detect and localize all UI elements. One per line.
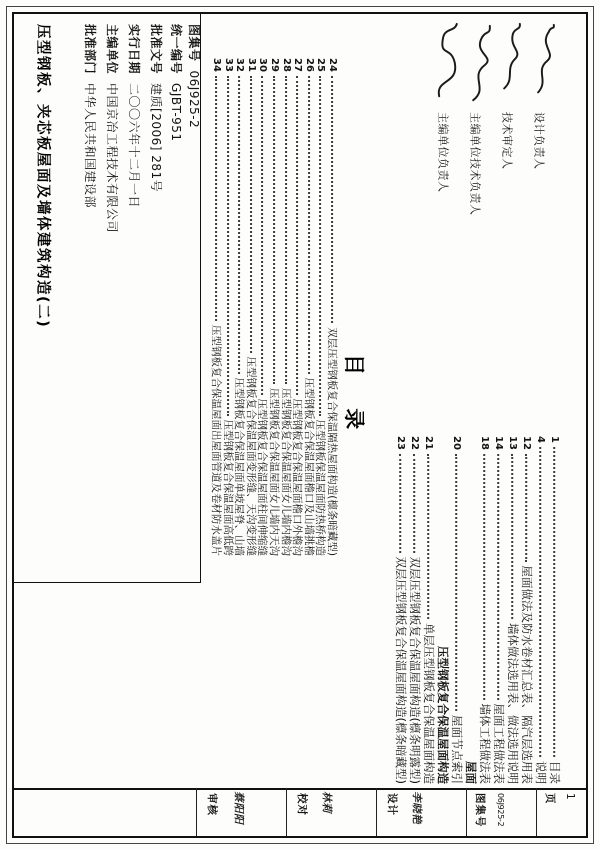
toc-line [450, 436, 463, 784]
toc-item-title: 压型钢板复合保温屋面变形缝、天沟变形缝 [244, 356, 257, 556]
titlebar-cell-divider [536, 788, 537, 836]
toc-dot-leader [526, 454, 528, 562]
toc-page-number: 23 [395, 436, 407, 450]
signature-scribble [433, 20, 463, 108]
toc-item-title: 压型钢板复合保温屋面女儿墙内檐沟 [279, 388, 292, 556]
toc-dot-leader [319, 76, 321, 416]
toc-dot-leader [456, 454, 458, 711]
toc-line [478, 436, 491, 784]
header-row-value: 06J925-2 [186, 70, 201, 129]
toc-line [506, 436, 519, 784]
toc-line [233, 58, 245, 556]
toc-line [314, 58, 326, 556]
header-row-2 [126, 24, 140, 208]
signature-scribble [497, 20, 527, 108]
toc-page-number: 13 [507, 436, 519, 450]
header-row-value: 中国京冶工程技术有限公司 [104, 83, 119, 234]
toc-item-title: 墙体做法选用表、做法选用说明 [506, 623, 521, 784]
toc-line [492, 436, 505, 784]
header-row-value: 中华人民共和国建设部 [82, 83, 97, 209]
signature-label-2: 技术审定人 [500, 112, 514, 170]
toc-dot-leader [285, 76, 287, 384]
toc-dot-leader [498, 454, 500, 700]
header-row-value: GJBT-951 [168, 83, 183, 142]
toc-line [326, 58, 338, 556]
toc-dot-leader [512, 454, 514, 619]
toc-dot-leader [554, 447, 556, 757]
titlebar-value-0: 蔡阳阳 [232, 790, 245, 827]
toc-line [534, 436, 547, 784]
toc-item-title: 双层压型钢板复合保温隔热屋面构造(檩条暗藏型) [326, 327, 339, 556]
toc-heading: 目 录 [342, 354, 367, 443]
toc-page-number: 34 [210, 58, 222, 72]
signature-label-3: 设计负责人 [532, 112, 546, 170]
header-row-label: 统一编号 [168, 24, 183, 75]
toc-section-title: 压型钢板复合保温屋面构造 [436, 646, 451, 784]
toc-dot-leader [238, 76, 240, 374]
titlebar-label-4: 页 [544, 793, 557, 805]
toc-section-header [436, 436, 449, 784]
header-row-1 [104, 24, 118, 233]
toc-dot-leader [261, 76, 263, 395]
titlebar-cell-divider [376, 788, 377, 836]
header-row-label: 实行日期 [126, 24, 141, 75]
titlebar-cell-divider [286, 788, 287, 836]
toc-item-title: 压型钢板复合保温屋面柱间伸缩缝 [256, 398, 269, 556]
toc-page-number: 12 [521, 436, 533, 450]
toc-dot-leader [296, 76, 298, 395]
toc-page-number: 4 [535, 436, 547, 443]
header-row-5 [186, 24, 200, 128]
toc-page-number: 18 [479, 436, 491, 450]
toc-line [210, 58, 222, 556]
toc-page-number: 14 [493, 436, 505, 450]
titlebar-value-1: 林莉 [320, 790, 333, 816]
toc-page-number: 25 [315, 58, 327, 72]
toc-page-number: 31 [245, 58, 257, 72]
header-row-label: 主编单位 [104, 24, 119, 75]
toc-item-title: 双层压型钢板复合保温屋面构造(檩条暗藏型) [394, 556, 409, 784]
toc-item-title: 压型钢板复合保温屋面女儿墙内天沟 [268, 388, 281, 556]
toc-line [280, 58, 292, 556]
toc-page-number: 20 [451, 436, 463, 450]
toc-item-title: 说明 [534, 761, 549, 784]
toc-dot-leader [428, 454, 430, 619]
toc-item-title: 压型钢板复合保温屋面单坡屋脊、山墙 [233, 377, 246, 556]
toc-item-title: 压型钢板复合保温屋面檐口及山墙挑檐 [302, 377, 315, 556]
toc-item-title: 屋面做法及防水卷材汇总表、隔汽层选用表 [520, 565, 535, 784]
toc-page-number: 33 [222, 58, 234, 72]
header-row-4 [168, 24, 182, 142]
toc-line [256, 58, 268, 556]
titlebar-value-2: 李晓艳 [410, 790, 423, 827]
header-row-0 [82, 24, 96, 208]
header-row-label: 批准文号 [148, 24, 163, 75]
toc-line [548, 436, 561, 784]
toc-line [291, 58, 303, 556]
toc-item-title: 屋面节点索引 [450, 715, 465, 784]
toc-line [222, 58, 234, 556]
signature-scribble [465, 20, 495, 108]
toc-dot-leader [250, 76, 252, 353]
toc-dot-leader [227, 76, 229, 416]
header-row-value: 建质[2006] 281号 [148, 83, 163, 193]
toc-dot-leader [414, 454, 416, 553]
toc-line [245, 58, 257, 556]
toc-page-number: 21 [423, 436, 435, 450]
toc-page-number: 32 [233, 58, 245, 72]
header-row-3 [148, 24, 162, 192]
header-row-label: 图集号 [186, 24, 201, 62]
toc-page-number: 29 [268, 58, 280, 72]
toc-line [268, 58, 280, 556]
toc-line [394, 436, 407, 784]
toc-line [520, 436, 533, 784]
titlebar-label-0: 审核 [206, 793, 219, 816]
toc-item-title: 压型钢板复合保温屋面高低跨 [221, 419, 234, 556]
titlebar-label-2: 设计 [386, 793, 399, 816]
titlebar-label-3: 图集号 [474, 793, 487, 828]
toc-item-title: 单层压型钢板复合保温屋面构造 [422, 623, 437, 784]
toc-item-title: 目录 [548, 761, 563, 784]
toc-page-number: 30 [257, 58, 269, 72]
toc-dot-leader [400, 454, 402, 553]
toc-dot-leader [215, 76, 217, 321]
header-row-label: 批准部门 [82, 24, 97, 75]
toc-section-header [464, 436, 477, 784]
toc-page-number: 1 [549, 436, 561, 443]
signature-label-1: 主编单位技术负责人 [468, 112, 482, 216]
signature-scribble [529, 20, 559, 108]
header-row-value: 二〇〇六年十二月一日 [126, 83, 141, 209]
toc-dot-leader [308, 76, 310, 374]
toc-item-title: 双层压型钢板复合保温屋面构造(檩条明露型) [408, 556, 423, 784]
toc-item-title: 墙体工程做法表 [478, 703, 493, 784]
atlas-title: 压型钢板、夹芯板屋面及墙体建筑构造(二) [34, 24, 51, 329]
toc-page-number: 22 [409, 436, 421, 450]
toc-page-number: 28 [280, 58, 292, 72]
toc-item-title: 压型钢板保温屋面防热桥构造 [314, 419, 327, 556]
toc-dot-leader [484, 454, 486, 700]
titlebar-cell-divider [466, 788, 467, 836]
titlebar-value-4: 1 [564, 793, 577, 801]
titlebar-label-1: 校对 [296, 793, 309, 816]
toc-item-title: 屋面工程做法表 [492, 703, 507, 784]
toc-dot-leader [273, 76, 275, 384]
signature-label-0: 主编单位负责人 [436, 112, 450, 193]
toc-item-title: 压型钢板复合保温屋面檐口外檐沟 [291, 398, 304, 556]
toc-line [303, 58, 315, 556]
toc-page-number: 26 [303, 58, 315, 72]
toc-page-number: 24 [326, 58, 338, 72]
toc-section-title: 屋面 [464, 761, 479, 784]
toc-dot-leader [540, 447, 542, 757]
titlebar-cell-divider [196, 788, 197, 836]
toc-dot-leader [331, 76, 333, 323]
toc-item-title: 压型钢板复合保温屋面出屋面管道及卷材防水盖片 [210, 325, 223, 556]
toc-page-number: 27 [291, 58, 303, 72]
toc-line [422, 436, 435, 784]
toc-line [408, 436, 421, 784]
titlebar-value-3: 06J925-2 [496, 793, 506, 827]
